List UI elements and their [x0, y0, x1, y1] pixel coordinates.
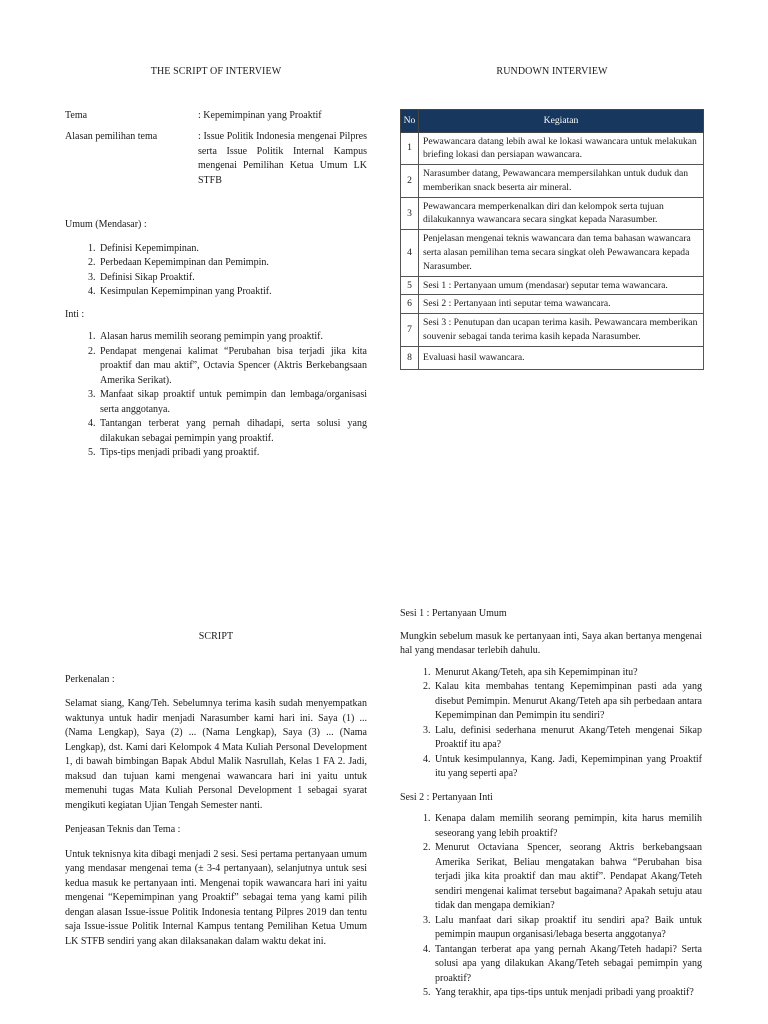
rundown-section [400, 65, 704, 370]
list-item: 2. Perbedaan Kepemimpinan dan Pemimpin. [98, 256, 367, 271]
perkenalan-heading: Perkenalan : [65, 673, 115, 685]
row-number: 3 [401, 197, 419, 230]
row-number: 5 [401, 276, 419, 295]
script-section [65, 630, 367, 949]
list-item: 2. Pendapat mengenai kalimat “Perubahan bisa terjadi jika kita proaktif dan mau aktif”, Octavia Spencer (Aktris Berkebangsaan Amerika Serikat). [98, 345, 367, 389]
list-item: 5. Yang terakhir, apa tips-tips untuk menjadi pribadi yang proaktif? [433, 986, 702, 1001]
table-row [401, 346, 704, 369]
list-item: 4. Untuk kesimpulannya, Kang. Jadi, Kepemimpinan yang Proaktif itu yang seperti apa? [433, 753, 702, 782]
list-item: 1. Kenapa dalam memilih seorang pemimpin, kita harus memilih seseorang yang lebih proaktif? [433, 812, 702, 841]
list-item: 3. Manfaat sikap proaktif untuk pemimpin dan lembaga/organisasi serta anggotanya. [98, 388, 367, 417]
table-row [401, 276, 704, 295]
tema-label: Tema [65, 109, 88, 121]
row-number: 4 [401, 230, 419, 276]
table-row [401, 132, 704, 165]
script-heading: SCRIPT [198, 631, 234, 642]
list-item: 1. Alasan harus memilih seorang pemimpin yang proaktif. [98, 330, 367, 345]
row-activity: Sesi 3 : Penutupan dan ucapan terima kasih. Pewawancara memberikan souvenir sebagai tanda terima kasih kepada Narasumber. [419, 314, 704, 347]
penjelasan-paragraph: Untuk teknisnya kita dibagi menjadi 2 sesi. Sesi pertama pertanyaan umum yang mendasar mengenai tema (± 3-4 pertanyaan), selanjutnya untuk sesi kedua masuk ke pertanyaan inti. Mengenai topik wawancara hari ini yaitu mengenai “Kepemimpinan yang Proaktif” sebagai tema yang kami pilih dengan alasan Issue-issue Politik Indonesia tentang Pilpres 2019 dan tentu saja Issue-issue Politik Internal Kampus tentang Pemilihan Ketua Umum LK STFB sendiri yang akan dilaksanakan dalam waktu dekat ini. [65, 848, 367, 947]
questions-section [400, 607, 702, 1001]
list-item: 1. Menurut Akang/Teteh, apa sih Kepemimpinan itu? [433, 666, 702, 681]
list-item: 3. Definisi Sikap Proaktif. [98, 271, 367, 286]
column-header-kegiatan: Kegiatan [419, 109, 704, 132]
script-of-interview-section [65, 65, 367, 461]
row-number: 6 [401, 295, 419, 314]
sesi1-heading: Sesi 1 : Pertanyaan Umum [400, 608, 507, 619]
tema-value: : Kepemimpinan yang Proaktif [198, 109, 322, 121]
rundown-table [400, 109, 704, 370]
rundown-title: RUNDOWN INTERVIEW [496, 66, 608, 77]
row-number: 1 [401, 132, 419, 165]
list-item: 5. Tips-tips menjadi pribadi yang proaktif. [98, 446, 367, 461]
umum-list [65, 242, 367, 300]
umum-heading: Umum (Mendasar) : [65, 219, 147, 230]
row-activity: Sesi 1 : Pertanyaan umum (mendasar) seputar tema wawancara. [419, 276, 704, 295]
row-number: 2 [401, 165, 419, 198]
row-activity: Pewawancara memperkenalkan diri dan kelompok serta tujuan dilakukannya wawancara secara singkat kepada Narasumber. [419, 197, 704, 230]
row-activity: Evaluasi hasil wawancara. [419, 346, 704, 369]
sesi2-heading: Sesi 2 : Pertanyaan Inti [400, 791, 493, 803]
list-item: 2. Kalau kita membahas tentang Kepemimpinan pasti ada yang disebut Pemimpin. Menurut Akang/Teteh apa sih perbedaan antara Kepemimpinan dan Pemimpin itu sendiri? [433, 680, 702, 724]
alasan-value: : Issue Politik Indonesia mengenai Pilpres serta Issue Politik Internal Kampus mengenai Pemilihan Ketua Umum LK STFB [198, 131, 367, 186]
row-activity: Sesi 2 : Pertanyaan inti seputar tema wawancara. [419, 295, 704, 314]
list-item: 4. Tantangan terberat apa yang pernah Akang/Teteh hadapi? Serta solusi apa yang dilakukan Akang/Teteh sebagai pemimpin yang proaktif? [433, 943, 702, 987]
table-row [401, 314, 704, 347]
list-item: 3. Lalu manfaat dari sikap proaktif itu sendiri apa? Baik untuk pemimpin maupun organisasi/lebaga beserta anggotanya? [433, 914, 702, 943]
table-row [401, 230, 704, 276]
sesi1-list [400, 666, 702, 782]
perkenalan-paragraph: Selamat siang, Kang/Teh. Sebelumnya terima kasih sudah menyempatkan waktunya untuk hadir menjadi Narasumber kami hari ini. Saya (1) ... (Nama Lengkap), Saya (2) ... (Nama Lengkap), Saya (3) ... (Nama Lengkap), dst. Kami dari Kelompok 4 Mata Kuliah Personal Development 1, di bawah bimbingan Bapak Abdul Malik Nasrullah, Kelas 1 FA 2. Jadi, maksud dan tujuan kami mengenai wawancara hari ini yaitu untuk memenuhi tugas Mata Kuliah Personal Development 1 sebagai syarat mengikuti kegiatan Ujian Tengah Semester nanti. [65, 698, 367, 811]
row-number: 8 [401, 346, 419, 369]
list-item: 3. Lalu, definisi sederhana menurut Akang/Teteh mengenai Sikap Proaktif itu apa? [433, 724, 702, 753]
alasan-label: Alasan pemilihan tema [65, 131, 158, 142]
table-row [401, 165, 704, 198]
script-title: THE SCRIPT OF INTERVIEW [150, 66, 282, 77]
table-row [401, 197, 704, 230]
inti-list [65, 330, 367, 461]
row-activity: Pewawancara datang lebih awal ke lokasi wawancara untuk melakukan briefing lokasi dan persiapan wawancara. [419, 132, 704, 165]
row-activity: Narasumber datang, Pewawancara mempersilahkan untuk duduk dan memberikan snack beserta air mineral. [419, 165, 704, 198]
sesi2-list [400, 812, 702, 1001]
list-item: 1. Definisi Kepemimpinan. [98, 242, 367, 257]
list-item: 4. Tantangan terberat yang pernah dihadapi, serta solusi yang dilakukan sebagai pemimpin yang proaktif. [98, 417, 367, 446]
row-activity: Penjelasan mengenai teknis wawancara dan tema bahasan wawancara serta alasan pemilihan tema secara singkat oleh Pewawancara kepada Narasumber. [419, 230, 704, 276]
list-item: 4. Kesimpulan Kepemimpinan yang Proaktif. [98, 285, 367, 300]
table-row [401, 295, 704, 314]
table-header-row [401, 109, 704, 132]
list-item: 2. Menurut Octaviana Spencer, seorang Aktris berkebangsaan Amerika Serikat, Beliau mengatakan bahwa “Perubahan bisa terjadi jika kita proaktif dan mau aktif”. Pendapat Akang/Teteh sendiri mengenai kalimat tersebut bagaimana? Apakah setuju atau tidak dan mengapa demikian? [433, 841, 702, 914]
inti-heading: Inti : [65, 308, 85, 320]
sesi1-intro: Mungkin sebelum masuk ke pertanyaan inti, Saya akan bertanya mengenai hal yang mendasar terlebih dahulu. [400, 630, 702, 656]
alasan-row [65, 130, 367, 188]
row-number: 7 [401, 314, 419, 347]
column-header-no: No [401, 109, 419, 132]
penjelasan-heading: Penjeasan Teknis dan Tema : [65, 824, 181, 835]
tema-row [65, 109, 367, 124]
